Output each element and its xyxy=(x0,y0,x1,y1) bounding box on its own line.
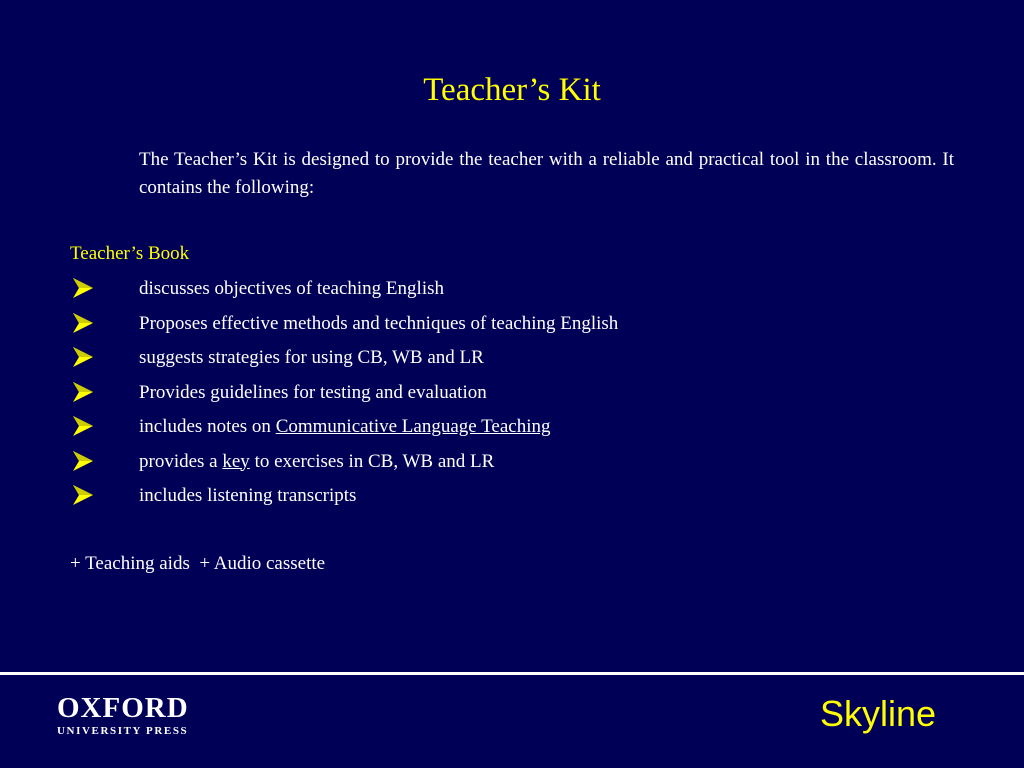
arrowhead-bullet-icon xyxy=(72,312,94,334)
publisher-name: OXFORD xyxy=(57,692,189,724)
bullet-text: suggests strategies for using CB, WB and LR xyxy=(139,347,484,368)
bullet-text: includes notes on xyxy=(139,416,276,437)
product-name: Skyline xyxy=(819,693,936,734)
communicative-language-teaching-link[interactable]: Communicative Language Teaching xyxy=(275,416,551,437)
intro-paragraph: The Teacher’s Kit is designed to provide the teacher with a reliable and practical tool in the classroom. It contains the following: xyxy=(139,149,954,198)
list-item xyxy=(70,413,950,448)
arrowhead-bullet-icon xyxy=(72,277,94,299)
bullet-text: includes listening transcripts xyxy=(139,485,357,506)
teachers-book-heading: Teacher’s Book xyxy=(70,243,190,264)
bullet-text: Provides guidelines for testing and evaluation xyxy=(139,381,487,403)
slide-title: Teacher’s Kit xyxy=(423,72,601,108)
list-item xyxy=(70,344,950,379)
footer-divider xyxy=(0,672,1024,675)
arrowhead-bullet-icon xyxy=(72,346,94,368)
publisher-logo xyxy=(57,693,189,737)
list-item xyxy=(70,379,950,414)
bullet-text: provides a xyxy=(139,450,223,472)
bullet-text-after: to exercises in CB, WB and LR xyxy=(249,450,495,472)
list-item xyxy=(70,482,950,517)
arrowhead-bullet-icon xyxy=(72,415,94,437)
bullet-text: discusses objectives of teaching English xyxy=(139,278,444,299)
list-item xyxy=(70,448,950,483)
arrowhead-bullet-icon xyxy=(72,381,94,403)
publisher-subtitle: UNIVERSITY PRESS xyxy=(57,725,189,737)
list-item xyxy=(70,275,950,310)
bullet-text: Proposes effective methods and techniques of teaching English xyxy=(139,312,619,334)
arrowhead-bullet-icon xyxy=(72,484,94,506)
arrowhead-bullet-icon xyxy=(72,450,94,472)
bullet-list xyxy=(70,275,950,517)
list-item xyxy=(70,310,950,345)
extras-line: + Teaching aids + Audio cassette xyxy=(70,553,326,574)
key-link[interactable]: key xyxy=(222,450,250,472)
